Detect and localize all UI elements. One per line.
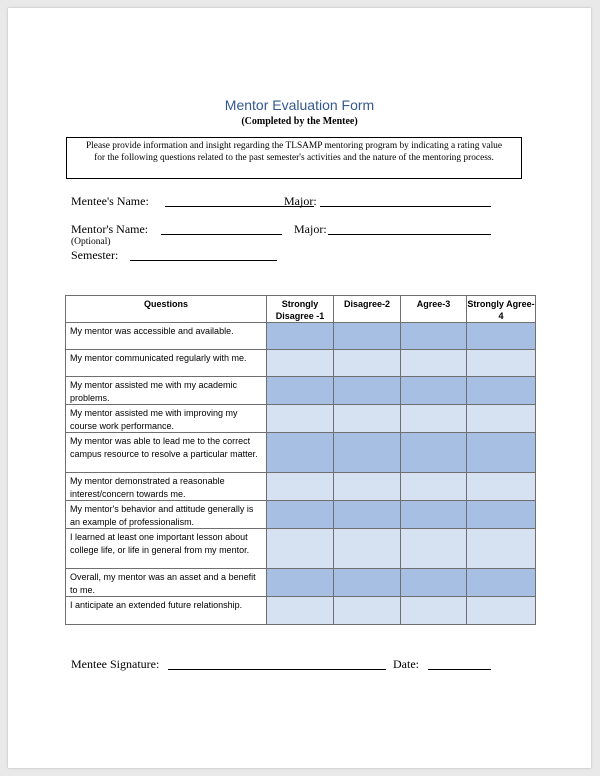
question-text: My mentor assisted me with my academic problems. (66, 377, 267, 405)
rating-cell-3[interactable] (401, 377, 467, 405)
header-strongly-disagree: Strongly Disagree -1 (267, 296, 334, 323)
rating-cell-1[interactable] (267, 350, 334, 377)
question-text: My mentor assisted me with improving my course work performance. (66, 405, 267, 433)
mentor-major-label: Major: (294, 222, 327, 236)
table-row (66, 569, 536, 597)
rating-cell-3[interactable] (401, 433, 467, 473)
date-field[interactable] (428, 657, 491, 670)
question-text: I anticipate an extended future relationship. (66, 597, 267, 625)
table-row (66, 323, 536, 350)
rating-cell-4[interactable] (467, 377, 536, 405)
table-row (66, 433, 536, 473)
table-header-row (66, 296, 536, 323)
rating-cell-2[interactable] (334, 569, 401, 597)
rating-cell-3[interactable] (401, 323, 467, 350)
rating-cell-4[interactable] (467, 597, 536, 625)
rating-cell-1[interactable] (267, 597, 334, 625)
mentor-name-field[interactable] (161, 222, 282, 235)
instructions-box: Please provide information and insight regarding the TLSAMP mentoring program by indicating a rating value for the following questions related to the past semester's activities and the nature of the mentoring process. (66, 137, 522, 179)
optional-note: (Optional) (71, 237, 111, 247)
question-text: My mentor was able to lead me to the correct campus resource to resolve a particular matter. (66, 433, 267, 473)
rating-cell-4[interactable] (467, 529, 536, 569)
rating-cell-2[interactable] (334, 501, 401, 529)
form-page (8, 8, 591, 768)
rating-cell-2[interactable] (334, 350, 401, 377)
form-subtitle: (Completed by the Mentee) (241, 116, 358, 127)
table-row (66, 473, 536, 501)
mentor-name-label: Mentor's Name: (71, 222, 149, 236)
semester-field[interactable] (130, 248, 277, 261)
mentor-major-field[interactable] (328, 222, 491, 235)
rating-cell-1[interactable] (267, 501, 334, 529)
rating-cell-3[interactable] (401, 350, 467, 377)
rating-cell-3[interactable] (401, 569, 467, 597)
rating-table (65, 295, 536, 625)
rating-cell-2[interactable] (334, 377, 401, 405)
mentee-major-label: Major: (284, 194, 317, 208)
rating-cell-2[interactable] (334, 473, 401, 501)
mentee-name-label: Mentee's Name: (71, 194, 149, 208)
rating-cell-2[interactable] (334, 529, 401, 569)
rating-cell-1[interactable] (267, 377, 334, 405)
question-text: My mentor was accessible and available. (66, 323, 267, 350)
rating-cell-4[interactable] (467, 473, 536, 501)
rating-cell-2[interactable] (334, 597, 401, 625)
rating-cell-3[interactable] (401, 597, 467, 625)
question-text: My mentor communicated regularly with me. (66, 350, 267, 377)
rating-cell-2[interactable] (334, 405, 401, 433)
table-row (66, 597, 536, 625)
question-text: I learned at least one important lesson about college life, or life in general from my mentor. (66, 529, 267, 569)
header-questions: Questions (66, 296, 267, 323)
semester-label: Semester: (71, 248, 119, 262)
rating-cell-1[interactable] (267, 473, 334, 501)
question-text: My mentor demonstrated a reasonable interest/concern towards me. (66, 473, 267, 501)
rating-cell-3[interactable] (401, 473, 467, 501)
question-text: My mentor's behavior and attitude generally is an example of professionalism. (66, 501, 267, 529)
rating-cell-1[interactable] (267, 529, 334, 569)
rating-cell-3[interactable] (401, 405, 467, 433)
form-title: Mentor Evaluation Form (224, 97, 375, 113)
header-agree: Agree-3 (401, 296, 467, 323)
rating-cell-1[interactable] (267, 433, 334, 473)
header-disagree: Disagree-2 (334, 296, 401, 323)
rating-cell-1[interactable] (267, 323, 334, 350)
rating-cell-4[interactable] (467, 433, 536, 473)
rating-cell-4[interactable] (467, 405, 536, 433)
rating-cell-2[interactable] (334, 433, 401, 473)
rating-cell-4[interactable] (467, 569, 536, 597)
table-row (66, 529, 536, 569)
question-text: Overall, my mentor was an asset and a benefit to me. (66, 569, 267, 597)
header-strongly-agree: Strongly Agree-4 (467, 296, 536, 323)
rating-cell-3[interactable] (401, 501, 467, 529)
date-label: Date: (393, 657, 419, 671)
table-row (66, 377, 536, 405)
mentee-major-field[interactable] (320, 194, 491, 207)
rating-cell-1[interactable] (267, 405, 334, 433)
rating-cell-4[interactable] (467, 501, 536, 529)
table-row (66, 350, 536, 377)
rating-cell-4[interactable] (467, 323, 536, 350)
signature-field[interactable] (168, 657, 386, 670)
rating-cell-1[interactable] (267, 569, 334, 597)
rating-cell-4[interactable] (467, 350, 536, 377)
signature-label: Mentee Signature: (71, 657, 160, 671)
rating-cell-2[interactable] (334, 323, 401, 350)
table-row (66, 501, 536, 529)
table-row (66, 405, 536, 433)
rating-cell-3[interactable] (401, 529, 467, 569)
